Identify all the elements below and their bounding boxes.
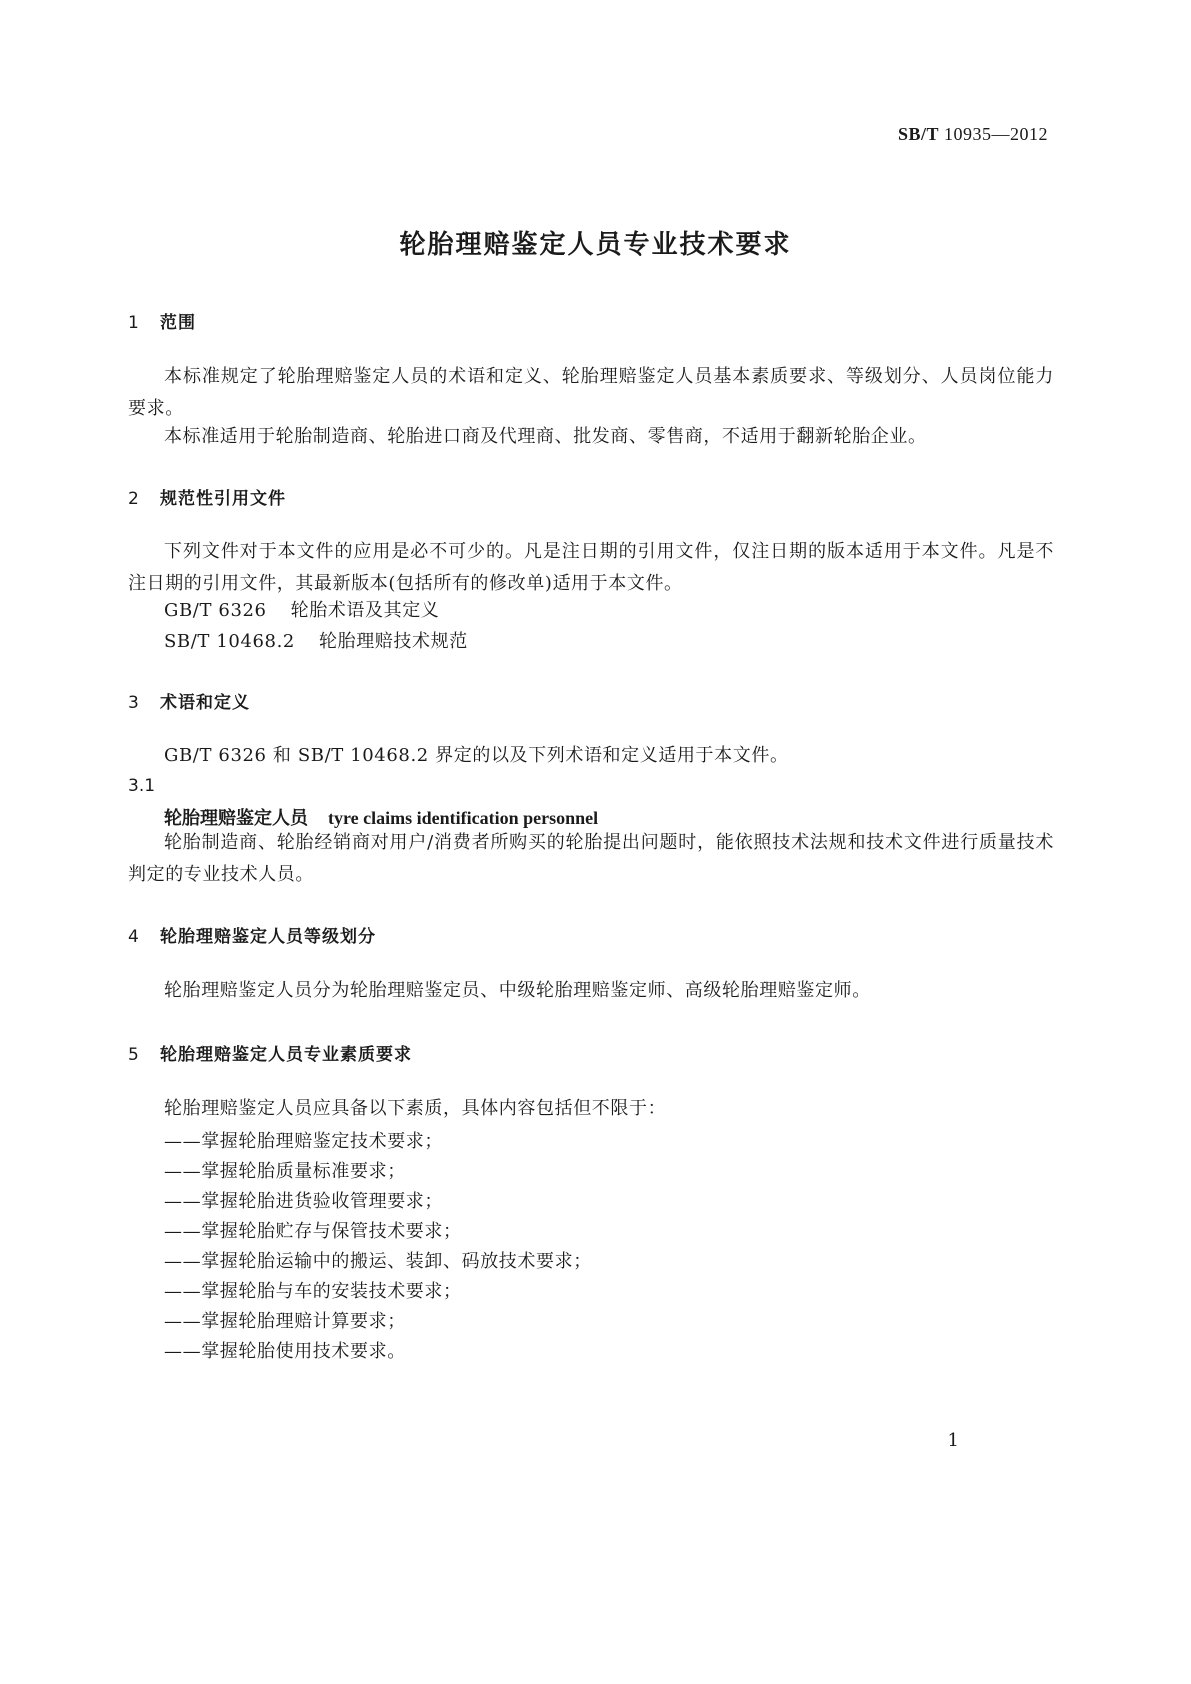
section-number: 2 bbox=[128, 489, 140, 509]
reference-item bbox=[164, 596, 439, 626]
document-title: 轮胎理赔鉴定人员专业技术要求 bbox=[399, 230, 792, 260]
section-1-heading bbox=[128, 308, 196, 333]
reference-code: GB/T 6326 bbox=[164, 600, 267, 621]
standard-code bbox=[898, 124, 1048, 145]
section-5-intro: 轮胎理赔鉴定人员应具备以下素质，具体内容包括但不限于： bbox=[164, 1098, 667, 1119]
section-5-heading bbox=[128, 1040, 412, 1065]
reference-code: SB/T 10468.2 bbox=[164, 631, 295, 652]
section-number: 5 bbox=[128, 1045, 140, 1065]
section-3-paragraph: GB/T 6326 和 SB/T 10468.2 界定的以及下列术语和定义适用于本文件。 bbox=[164, 745, 789, 766]
reference-name: 轮胎理赔技术规范 bbox=[319, 631, 468, 652]
section-4-heading bbox=[128, 922, 376, 947]
section-number: 4 bbox=[128, 927, 140, 947]
section-title: 范围 bbox=[160, 313, 196, 333]
section-4-paragraph: 轮胎理赔鉴定人员分为轮胎理赔鉴定员、中级轮胎理赔鉴定师、高级轮胎理赔鉴定师。 bbox=[164, 980, 871, 1001]
list-item: ——掌握轮胎理赔鉴定技术要求； bbox=[164, 1131, 443, 1152]
standard-code-number: 10935—2012 bbox=[944, 124, 1048, 144]
term-chinese: 轮胎理赔鉴定人员 bbox=[164, 808, 308, 829]
list-item: ——掌握轮胎进货验收管理要求； bbox=[164, 1191, 443, 1212]
list-item: ——掌握轮胎运输中的搬运、装卸、码放技术要求； bbox=[164, 1251, 592, 1272]
section-title: 轮胎理赔鉴定人员专业素质要求 bbox=[160, 1045, 412, 1065]
section-title: 规范性引用文件 bbox=[160, 489, 286, 509]
term-definition: 轮胎制造商、轮胎经销商对用户/消费者所购买的轮胎提出问题时，能依照技术法规和技术文件进行质量技术判定的专业技术人员。 bbox=[128, 832, 1054, 885]
section-title: 轮胎理赔鉴定人员等级划分 bbox=[160, 927, 376, 947]
list-item: ——掌握轮胎质量标准要求； bbox=[164, 1161, 406, 1182]
list-item: ——掌握轮胎与车的安装技术要求； bbox=[164, 1281, 462, 1302]
section-title: 术语和定义 bbox=[160, 693, 250, 713]
section-2-paragraph: 下列文件对于本文件的应用是必不可少的。凡是注日期的引用文件，仅注日期的版本适用于本文件。凡是不注日期的引用文件，其最新版本(包括所有的修改单)适用于本文件。 bbox=[128, 541, 1054, 594]
section-number: 3 bbox=[128, 693, 140, 713]
list-item: ——掌握轮胎贮存与保管技术要求； bbox=[164, 1221, 462, 1242]
reference-item bbox=[164, 627, 468, 657]
standard-code-prefix: SB/T bbox=[897, 124, 939, 144]
list-item: ——掌握轮胎理赔计算要求； bbox=[164, 1311, 406, 1332]
section-2-heading bbox=[128, 484, 286, 509]
section-1-paragraph-2: 本标准适用于轮胎制造商、轮胎进口商及代理商、批发商、零售商，不适用于翻新轮胎企业。 bbox=[164, 426, 927, 447]
section-number: 1 bbox=[128, 313, 140, 333]
section-1-paragraph-1: 本标准规定了轮胎理赔鉴定人员的术语和定义、轮胎理赔鉴定人员基本素质要求、等级划分、人员岗位能力要求。 bbox=[128, 366, 1054, 419]
reference-name: 轮胎术语及其定义 bbox=[290, 600, 440, 621]
section-3-heading bbox=[128, 688, 250, 713]
list-item: ——掌握轮胎使用技术要求。 bbox=[164, 1341, 406, 1362]
page-number: 1 bbox=[947, 1430, 959, 1451]
term-english: tyre claims identification personnel bbox=[328, 808, 599, 828]
clause-number: 3.1 bbox=[128, 776, 156, 796]
